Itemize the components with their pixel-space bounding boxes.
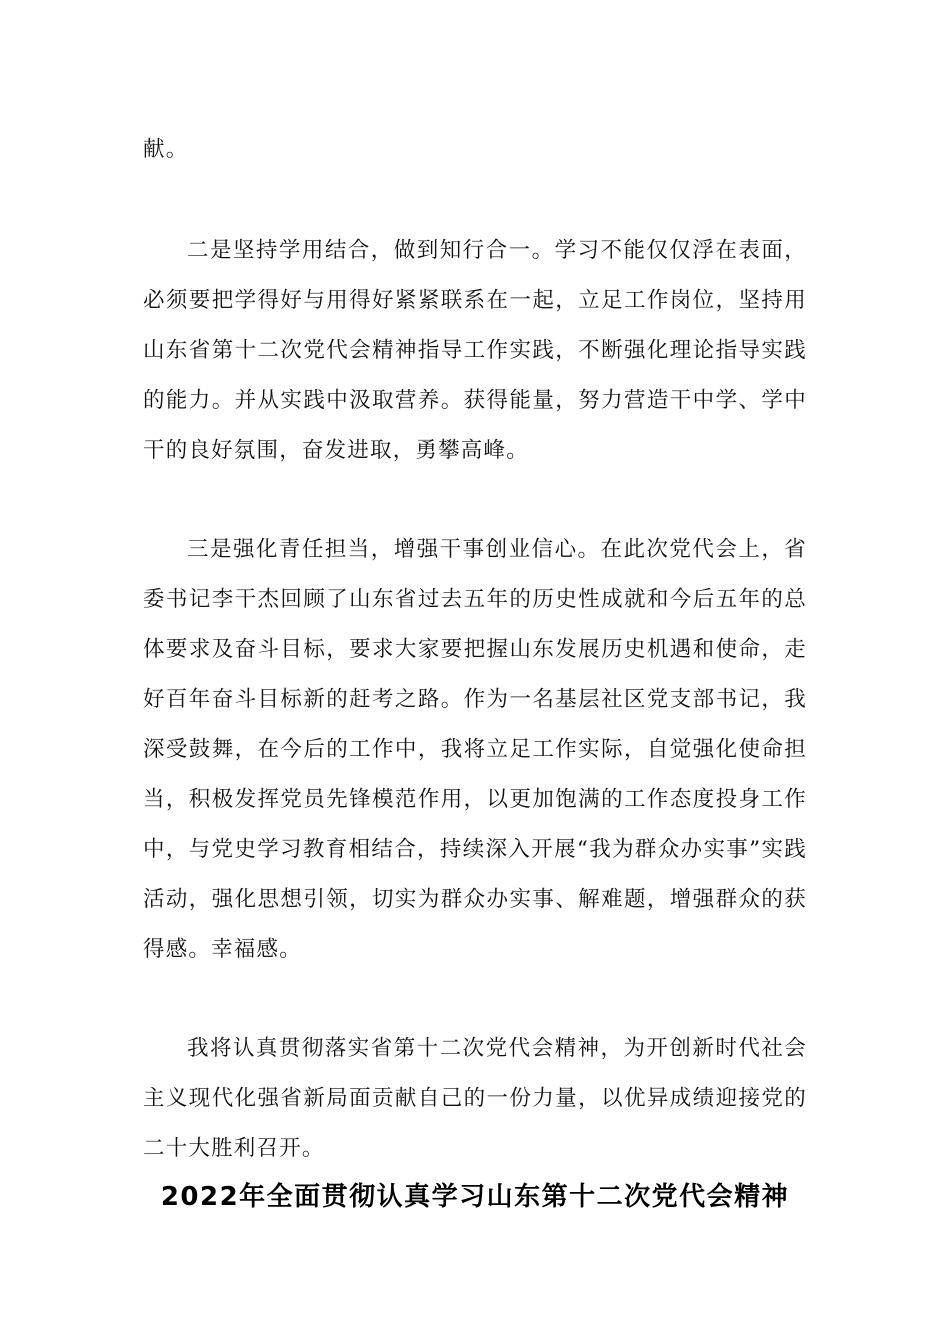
paragraph-conclusion: 我将认真贯彻落实省第十二次党代会精神，为开创新时代社会主义现代化强省新局面贡献自己的一份力量，以优异成绩迎接党的二十大胜利召开。 [143,1036,807,1161]
paragraph-responsibility: 三是强化青任担当，增强干事创业信心。在此次党代会上，省委书记李干杰回顾了山东省过去五年的历史性成就和今后五年的总体要求及奋斗目标，要求大家要把握山东发展历史机遇和使命，走好百年奋斗目标新的赶考之路。作为一名基层社区党支部书记，我深受鼓舞，在今后的工作中，我将立足工作实际，自觉强化使命担当，积极发挥党员先锋模范作用，以更加饱满的工作态度投身工作中，与党史学习教育相结合，持续深入开展“我为群众办实事”实践活动，强化思想引领，切实为群众办实事、解难题，增强群众的获得感。幸福感。 [143,537,807,962]
paragraph-study-and-practice: 二是坚持学用结合，做到知行合一。学习不能仅仅浮在表面，必须要把学得好与用得好紧紧联系在一起，立足工作岗位，坚持用山东省第十二次党代会精神指导工作实践，不断强化理论指导实践的能力。并从实践中汲取营养。获得能量，努力营造干中学、学中干的良好氛围，奋发进取，勇攀高峰。 [143,238,807,463]
paragraph-continuation: 献。 [143,137,189,162]
next-article-heading: 2022年全面贯彻认真学习山东第十二次党代会精神 [160,1182,790,1212]
